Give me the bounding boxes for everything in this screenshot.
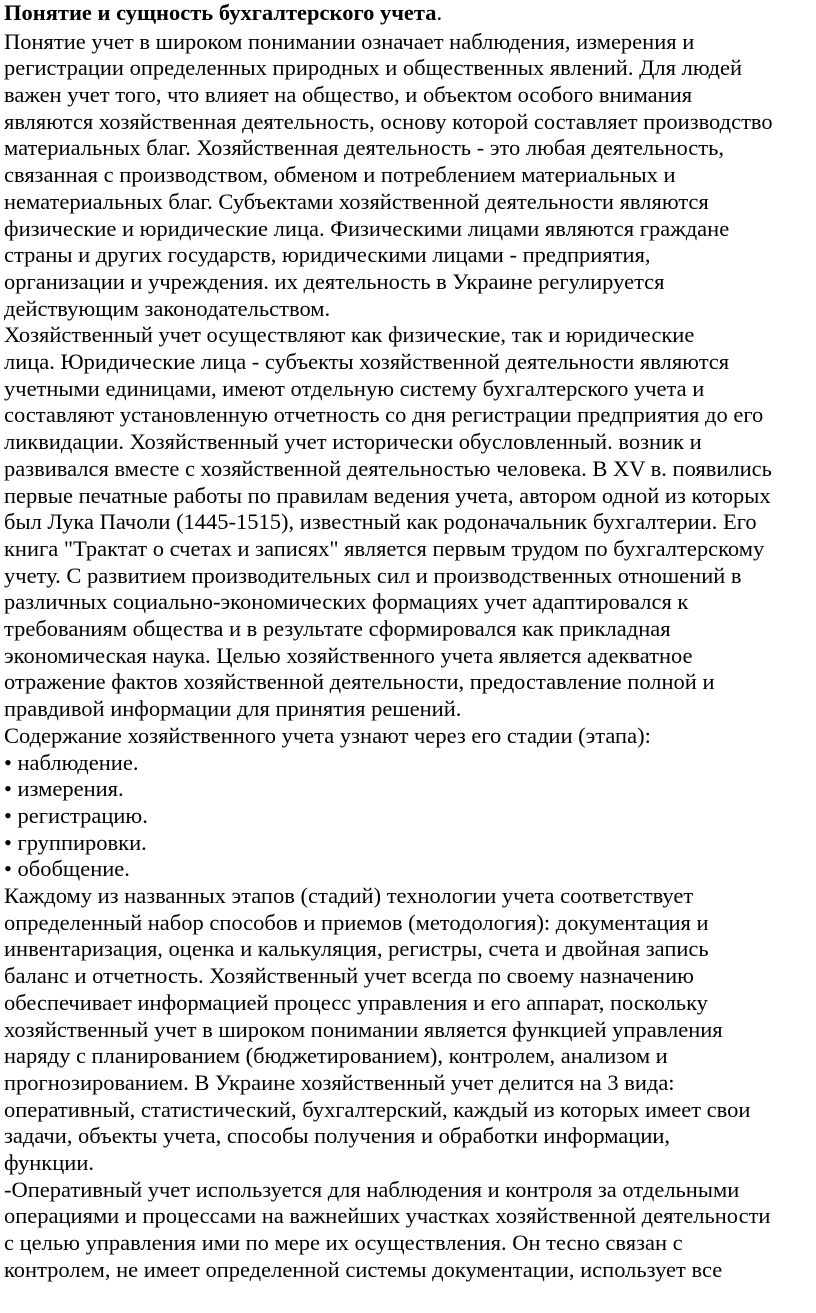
text-line: • наблюдение. xyxy=(4,749,139,775)
text-line: -Оперативный учет используется для наблюдения и контроля за отдельными xyxy=(4,1176,740,1202)
text-line: развивался вместе с хозяйственной деятельностью человека. В XV в. появились xyxy=(4,455,772,481)
text-line: учетными единицами, имеют отдельную систему бухгалтерского учета и xyxy=(4,375,705,401)
text-line: с целью управления ими по мере их осуществления. Он тесно связан с xyxy=(4,1230,683,1256)
document-title xyxy=(4,0,442,27)
text-line: являются хозяйственная деятельность, основу которой составляет производство xyxy=(4,108,773,134)
text-line: наряду с планированием (бюджетированием), контролем, анализом и xyxy=(4,1043,668,1069)
text-line: инвентаризация, оценка и калькуляция, регистры, счета и двойная запись xyxy=(4,936,709,962)
text-line: хозяйственный учет в широком понимании является функцией управления xyxy=(4,1016,723,1042)
text-line: важен учет того, что влияет на общество, и объектом особого внимания xyxy=(4,82,693,107)
text-line: организации и учреждения. их деятельность в Украине регулируется xyxy=(4,268,665,294)
text-line: первые печатные работы по правилам ведения учета, автором одной из которых xyxy=(4,482,771,508)
text-line: прогнозированием. В Украине хозяйственный учет делится на 3 вида: xyxy=(4,1069,675,1095)
text-line: требованиям общества и в результате сформировался как прикладная xyxy=(4,616,671,641)
text-line: баланс и отчетность. Хозяйственный учет всегда по своему назначению xyxy=(4,963,694,989)
text-line: материальных благ. Хозяйственная деятельность - это любая деятельность, xyxy=(4,135,724,161)
text-line: задачи, объекты учета, способы получения и обработки информации, xyxy=(4,1123,671,1149)
text-line: отражение фактов хозяйственной деятельности, предоставление полной и xyxy=(4,669,715,695)
text-line: лица. Юридические лица - субъекты хозяйственной деятельности являются xyxy=(4,349,730,374)
text-line: действующим законодательством. xyxy=(4,295,331,321)
text-line: Понятие учет в широком понимании означает наблюдения, измерения и xyxy=(4,28,695,54)
text-line: • измерения. xyxy=(4,776,124,802)
text-line: ликвидации. Хозяйственный учет исторически обусловленный. возник и xyxy=(4,429,702,455)
text-line: страны и других государств, юридическими лицами - предприятия, xyxy=(4,242,651,268)
text-line: книга "Трактат о счетах и записях" является первым трудом по бухгалтерскому xyxy=(4,535,765,561)
text-line: • группировки. xyxy=(4,829,147,855)
text-line: был Лука Пачоли (1445-1515), известный как родоначальник бухгалтерии. Его xyxy=(4,509,757,535)
text-line: правдивой информации для принятия решений. xyxy=(4,696,462,722)
text-line: нематериальных благ. Субъектами хозяйственной деятельности являются xyxy=(4,188,709,214)
text-line: операциями и процессами на важнейших участках хозяйственной деятельности xyxy=(4,1203,771,1229)
text-line: функции. xyxy=(4,1150,94,1175)
text-line: • регистрацию. xyxy=(4,802,148,828)
text-line: учету. С развитием производительных сил и производственных отношений в xyxy=(4,562,742,588)
text-line: • обобщение. xyxy=(4,856,130,882)
text-line: определенный набор способов и приемов (методология): документация и xyxy=(4,909,709,935)
text-line: Каждому из названных этапов (стадий) технологии учета соответствует xyxy=(4,883,694,908)
text-line: экономическая наука. Целью хозяйственного учета является адекватное xyxy=(4,642,693,668)
title-punctuation: . xyxy=(436,0,443,25)
title-text: Понятие и сущность бухгалтерского учета xyxy=(4,0,437,25)
text-line: различных социально-экономических формациях учет адаптировался к xyxy=(4,589,689,615)
text-line: контролем, не имеет определенной системы документации, использует все xyxy=(4,1256,723,1282)
text-line: оперативный, статистический, бухгалтерский, каждый из которых имеет свои xyxy=(4,1096,751,1122)
text-line: связанная с производством, обменом и потреблением материальных и xyxy=(4,162,676,188)
text-line: Содержание хозяйственного учета узнают через его стадии (этапа): xyxy=(4,722,651,748)
text-line: Хозяйственный учет осуществляют как физические, так и юридические xyxy=(4,322,695,348)
text-line: физические и юридические лица. Физическими лицами являются граждане xyxy=(4,215,730,241)
text-line: обеспечивает информацией процесс управления и его аппарат, поскольку xyxy=(4,989,708,1015)
text-line: составляют установленную отчетность со дня регистрации предприятия до его xyxy=(4,402,764,428)
text-line: регистрации определенных природных и общественных явлений. Для людей xyxy=(4,55,742,81)
